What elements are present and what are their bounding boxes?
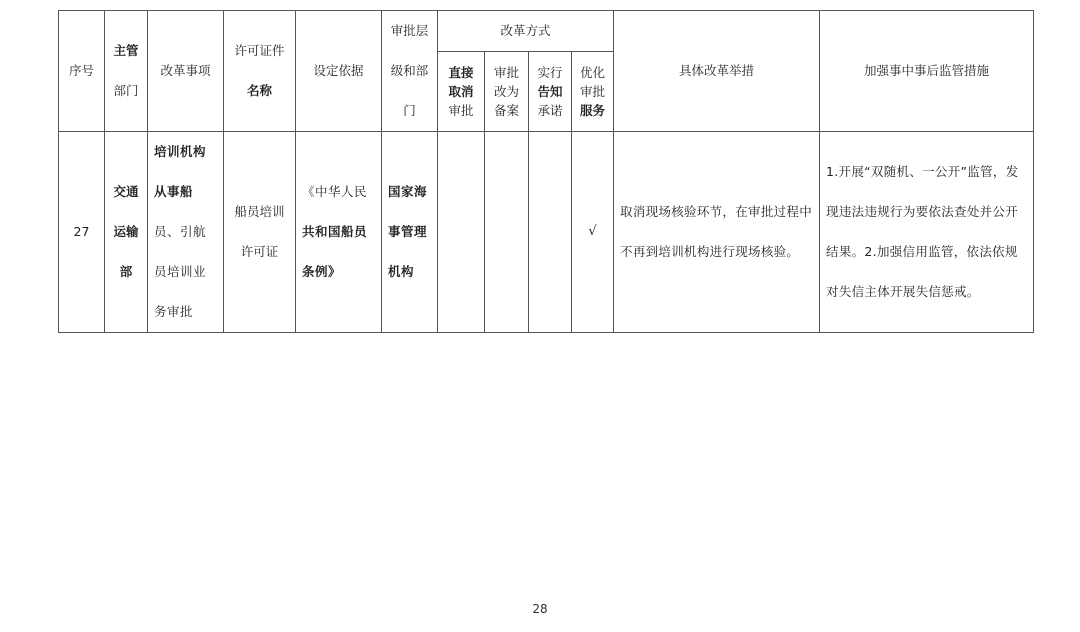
cell-item-line: 培训机构 [154,144,207,159]
cell-license [224,132,296,333]
cell-measures: 取消现场核验环节，在审批过程中不再到培训机构进行现场核验。 [614,132,820,333]
cell-item-line: 务审批 [154,304,194,319]
header-sub-notify [529,52,572,132]
cell-basis-line: 共和国船员 [302,224,368,239]
header-measures: 具体改革举措 [614,11,820,132]
header-level-line: 级和部 [390,63,429,78]
cell-filing [485,132,529,333]
header-sub-line: 直接 [448,64,474,80]
page-number: 28 [532,602,548,616]
header-dept-line: 部门 [113,83,139,98]
header-sub-filing [485,52,529,132]
table-row [59,132,1034,333]
cell-optimize-check: √ [572,132,614,333]
header-level [382,11,438,132]
cell-basis-line: 条例》 [302,264,342,279]
cell-dept-line: 部 [119,264,133,279]
header-sub-line: 承诺 [537,102,563,118]
header-sub-optimize [572,52,614,132]
cell-item-line: 从事船 [154,184,194,199]
header-sub-line: 取消 [448,83,474,99]
cell-dept [105,132,148,333]
cell-license-line: 许可证 [240,244,279,259]
cell-seq: 27 [59,132,105,333]
header-sub-line: 改为 [493,83,519,99]
cell-item [148,132,224,333]
header-license-line: 名称 [246,83,272,98]
header-supervision: 加强事中事后监管措施 [820,11,1034,132]
cell-level-line: 机构 [388,264,415,279]
cell-notify [529,132,572,333]
cell-basis [296,132,382,333]
header-sub-line: 备案 [493,102,519,118]
header-method: 改革方式 [438,11,614,52]
reform-table [58,10,1034,333]
header-dept [105,11,148,132]
header-license [224,11,296,132]
header-license-line: 许可证件 [234,43,285,58]
header-level-line: 门 [403,103,416,118]
header-sub-line: 优化 [580,64,606,80]
header-sub-line: 告知 [537,83,563,99]
header-sub-line: 审批 [580,83,606,99]
header-sub-line: 服务 [580,102,606,118]
header-dept-line: 主管 [113,43,139,58]
header-basis: 设定依据 [296,11,382,132]
cell-basis-line: 《中华人民 [302,184,368,199]
cell-level-line: 事管理 [388,224,428,239]
cell-level-line: 国家海 [388,184,428,199]
cell-supervision: 1.开展“双随机、一公开”监管，发现违法违规行为要依法查处并公开结果。2.加强信用监管，依法依规对失信主体开展失信惩戒。 [820,132,1034,333]
cell-cancel [438,132,485,333]
header-level-line: 审批层 [390,23,429,38]
header-row [59,11,1034,52]
header-item: 改革事项 [148,11,224,132]
cell-dept-line: 运输 [113,224,139,239]
header-sub-cancel [438,52,485,132]
header-seq: 序号 [59,11,105,132]
header-sub-line: 审批 [448,102,474,118]
header-sub-line: 审批 [493,64,519,80]
cell-level [382,132,438,333]
cell-item-line: 员培训业 [154,264,207,279]
cell-item-line: 员、引航 [154,224,207,239]
cell-dept-line: 交通 [113,184,139,199]
cell-license-line: 船员培训 [234,204,285,219]
header-sub-line: 实行 [537,64,563,80]
